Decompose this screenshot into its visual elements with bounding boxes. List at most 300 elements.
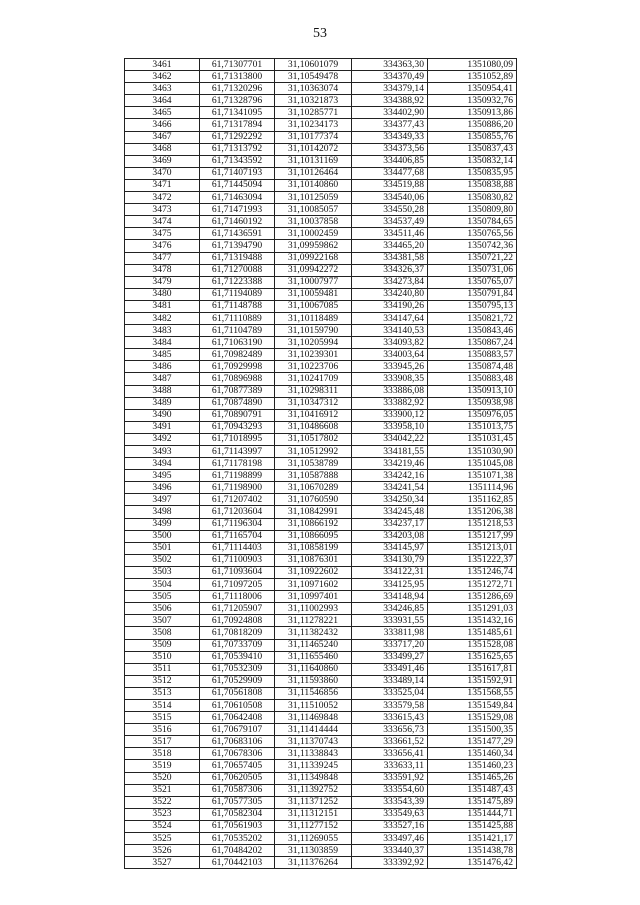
y-coordinate-cell: 1350886,20: [428, 119, 517, 131]
latitude-cell: 61,71110889: [200, 312, 275, 324]
x-coordinate-cell: 334241,54: [352, 482, 428, 494]
longitude-cell: 31,11640860: [275, 663, 352, 675]
point-number-cell: 3462: [125, 71, 200, 83]
longitude-cell: 31,10486608: [275, 421, 352, 433]
x-coordinate-cell: 334363,30: [352, 59, 428, 71]
table-row: [125, 446, 517, 458]
y-coordinate-cell: 1350721,22: [428, 252, 517, 264]
page-number: 53: [313, 26, 327, 41]
latitude-cell: 61,70943293: [200, 421, 275, 433]
point-number-cell: 3482: [125, 312, 200, 324]
table-row: [125, 421, 517, 433]
y-coordinate-cell: 1350938,98: [428, 397, 517, 409]
table-row: [125, 240, 517, 252]
longitude-cell: 31,11382432: [275, 627, 352, 639]
table-row: [125, 675, 517, 687]
longitude-cell: 31,10416912: [275, 409, 352, 421]
y-coordinate-cell: 1350954,41: [428, 83, 517, 95]
latitude-cell: 61,70657405: [200, 760, 275, 772]
y-coordinate-cell: 1350835,95: [428, 167, 517, 179]
table-row: [125, 736, 517, 748]
y-coordinate-cell: 1351080,09: [428, 59, 517, 71]
latitude-cell: 61,71319488: [200, 252, 275, 264]
x-coordinate-cell: 334181,55: [352, 446, 428, 458]
x-coordinate-cell: 334550,28: [352, 204, 428, 216]
point-number-cell: 3504: [125, 579, 200, 591]
latitude-cell: 61,70539410: [200, 651, 275, 663]
y-coordinate-cell: 1351432,16: [428, 615, 517, 627]
x-coordinate-cell: 334402,90: [352, 107, 428, 119]
latitude-cell: 61,71436591: [200, 228, 275, 240]
x-coordinate-cell: 334148,94: [352, 591, 428, 603]
longitude-cell: 31,10125059: [275, 192, 352, 204]
latitude-cell: 61,71328796: [200, 95, 275, 107]
y-coordinate-cell: 1351217,99: [428, 530, 517, 542]
table-row: [125, 409, 517, 421]
x-coordinate-cell: 334093,82: [352, 337, 428, 349]
x-coordinate-cell: 333489,14: [352, 675, 428, 687]
point-number-cell: 3512: [125, 675, 200, 687]
point-number-cell: 3508: [125, 627, 200, 639]
x-coordinate-cell: 333900,12: [352, 409, 428, 421]
table-row: [125, 59, 517, 71]
point-number-cell: 3498: [125, 506, 200, 518]
longitude-cell: 31,09922168: [275, 252, 352, 264]
longitude-cell: 31,10140860: [275, 179, 352, 191]
latitude-cell: 61,71343592: [200, 155, 275, 167]
table-row: [125, 542, 517, 554]
latitude-cell: 61,70874890: [200, 397, 275, 409]
y-coordinate-cell: 1350821,72: [428, 312, 517, 324]
table-row: [125, 192, 517, 204]
y-coordinate-cell: 1350976,05: [428, 409, 517, 421]
longitude-cell: 31,10142072: [275, 143, 352, 155]
point-number-cell: 3483: [125, 325, 200, 337]
table-row: [125, 204, 517, 216]
latitude-cell: 61,71114403: [200, 542, 275, 554]
longitude-cell: 31,11370743: [275, 736, 352, 748]
latitude-cell: 61,71207402: [200, 494, 275, 506]
y-coordinate-cell: 1351549,84: [428, 699, 517, 711]
table-row: [125, 833, 517, 845]
y-coordinate-cell: 1351246,74: [428, 566, 517, 578]
table-row: [125, 748, 517, 760]
x-coordinate-cell: 334003,64: [352, 349, 428, 361]
point-number-cell: 3506: [125, 603, 200, 615]
y-coordinate-cell: 1350832,14: [428, 155, 517, 167]
latitude-cell: 61,71460192: [200, 216, 275, 228]
table-row: [125, 228, 517, 240]
longitude-cell: 31,10922602: [275, 566, 352, 578]
point-number-cell: 3479: [125, 276, 200, 288]
table-row: [125, 808, 517, 820]
point-number-cell: 3491: [125, 421, 200, 433]
x-coordinate-cell: 333543,39: [352, 796, 428, 808]
table-row: [125, 143, 517, 155]
point-number-cell: 3488: [125, 385, 200, 397]
latitude-cell: 61,71097205: [200, 579, 275, 591]
y-coordinate-cell: 1351425,88: [428, 820, 517, 832]
longitude-cell: 31,10670289: [275, 482, 352, 494]
y-coordinate-cell: 1351528,08: [428, 639, 517, 651]
point-number-cell: 3481: [125, 300, 200, 312]
table-row: [125, 772, 517, 784]
x-coordinate-cell: 333661,52: [352, 736, 428, 748]
table-row: [125, 591, 517, 603]
latitude-cell: 61,71471993: [200, 204, 275, 216]
latitude-cell: 61,71196304: [200, 518, 275, 530]
point-number-cell: 3511: [125, 663, 200, 675]
latitude-cell: 61,71270088: [200, 264, 275, 276]
longitude-cell: 31,11349848: [275, 772, 352, 784]
table-row: [125, 288, 517, 300]
table-row: [125, 857, 517, 869]
y-coordinate-cell: 1351477,29: [428, 736, 517, 748]
table-row: [125, 216, 517, 228]
y-coordinate-cell: 1350932,76: [428, 95, 517, 107]
y-coordinate-cell: 1351222,37: [428, 554, 517, 566]
y-coordinate-cell: 1351291,03: [428, 603, 517, 615]
point-number-cell: 3513: [125, 687, 200, 699]
x-coordinate-cell: 333931,55: [352, 615, 428, 627]
table-row: [125, 252, 517, 264]
x-coordinate-cell: 334245,48: [352, 506, 428, 518]
x-coordinate-cell: 334381,58: [352, 252, 428, 264]
longitude-cell: 31,11392752: [275, 784, 352, 796]
latitude-cell: 61,70896988: [200, 373, 275, 385]
point-number-cell: 3467: [125, 131, 200, 143]
latitude-cell: 61,70529909: [200, 675, 275, 687]
y-coordinate-cell: 1351460,34: [428, 748, 517, 760]
latitude-cell: 61,71223388: [200, 276, 275, 288]
latitude-cell: 61,71394790: [200, 240, 275, 252]
latitude-cell: 61,70561903: [200, 820, 275, 832]
y-coordinate-cell: 1350809,80: [428, 204, 517, 216]
latitude-cell: 61,70924808: [200, 615, 275, 627]
x-coordinate-cell: 334203,08: [352, 530, 428, 542]
longitude-cell: 31,11002993: [275, 603, 352, 615]
point-number-cell: 3465: [125, 107, 200, 119]
table-row: [125, 663, 517, 675]
y-coordinate-cell: 1351213,01: [428, 542, 517, 554]
latitude-cell: 61,71093604: [200, 566, 275, 578]
y-coordinate-cell: 1350731,06: [428, 264, 517, 276]
y-coordinate-cell: 1351421,17: [428, 833, 517, 845]
longitude-cell: 31,10347312: [275, 397, 352, 409]
x-coordinate-cell: 334465,20: [352, 240, 428, 252]
longitude-cell: 31,10858199: [275, 542, 352, 554]
table-row: [125, 554, 517, 566]
longitude-cell: 31,10298311: [275, 385, 352, 397]
longitude-cell: 31,11339245: [275, 760, 352, 772]
latitude-cell: 61,71292292: [200, 131, 275, 143]
point-number-cell: 3509: [125, 639, 200, 651]
y-coordinate-cell: 1350883,57: [428, 349, 517, 361]
y-coordinate-cell: 1350784,65: [428, 216, 517, 228]
y-coordinate-cell: 1351460,23: [428, 760, 517, 772]
latitude-cell: 61,70610508: [200, 699, 275, 711]
x-coordinate-cell: 333527,16: [352, 820, 428, 832]
longitude-cell: 31,10159790: [275, 325, 352, 337]
x-coordinate-cell: 334519,88: [352, 179, 428, 191]
y-coordinate-cell: 1351529,08: [428, 712, 517, 724]
x-coordinate-cell: 333440,37: [352, 845, 428, 857]
latitude-cell: 61,70679107: [200, 724, 275, 736]
table-row: [125, 107, 517, 119]
point-number-cell: 3520: [125, 772, 200, 784]
table-row: [125, 724, 517, 736]
longitude-cell: 31,11465240: [275, 639, 352, 651]
x-coordinate-cell: 334373,56: [352, 143, 428, 155]
table-row: [125, 131, 517, 143]
point-number-cell: 3475: [125, 228, 200, 240]
point-number-cell: 3496: [125, 482, 200, 494]
point-number-cell: 3514: [125, 699, 200, 711]
point-number-cell: 3502: [125, 554, 200, 566]
longitude-cell: 31,11655460: [275, 651, 352, 663]
point-number-cell: 3464: [125, 95, 200, 107]
point-number-cell: 3474: [125, 216, 200, 228]
table-row: [125, 83, 517, 95]
point-number-cell: 3473: [125, 204, 200, 216]
y-coordinate-cell: 1350765,56: [428, 228, 517, 240]
x-coordinate-cell: 333633,11: [352, 760, 428, 772]
point-number-cell: 3527: [125, 857, 200, 869]
y-coordinate-cell: 1351052,89: [428, 71, 517, 83]
longitude-cell: 31,10538789: [275, 458, 352, 470]
x-coordinate-cell: 334219,46: [352, 458, 428, 470]
table-row: [125, 300, 517, 312]
longitude-cell: 31,10876301: [275, 554, 352, 566]
table-row: [125, 627, 517, 639]
longitude-cell: 31,11371252: [275, 796, 352, 808]
table-row: [125, 71, 517, 83]
longitude-cell: 31,10177374: [275, 131, 352, 143]
point-number-cell: 3500: [125, 530, 200, 542]
latitude-cell: 61,71148788: [200, 300, 275, 312]
point-number-cell: 3485: [125, 349, 200, 361]
longitude-cell: 31,10126464: [275, 167, 352, 179]
x-coordinate-cell: 333392,92: [352, 857, 428, 869]
longitude-cell: 31,11414444: [275, 724, 352, 736]
latitude-cell: 61,70532309: [200, 663, 275, 675]
x-coordinate-cell: 334377,43: [352, 119, 428, 131]
latitude-cell: 61,71307701: [200, 59, 275, 71]
longitude-cell: 31,10085057: [275, 204, 352, 216]
y-coordinate-cell: 1350913,10: [428, 385, 517, 397]
y-coordinate-cell: 1350913,86: [428, 107, 517, 119]
longitude-cell: 31,11510052: [275, 699, 352, 711]
longitude-cell: 31,10131169: [275, 155, 352, 167]
latitude-cell: 61,71198899: [200, 470, 275, 482]
point-number-cell: 3517: [125, 736, 200, 748]
y-coordinate-cell: 1351617,81: [428, 663, 517, 675]
x-coordinate-cell: 334370,49: [352, 71, 428, 83]
x-coordinate-cell: 334130,79: [352, 554, 428, 566]
longitude-cell: 31,11278221: [275, 615, 352, 627]
point-number-cell: 3524: [125, 820, 200, 832]
point-number-cell: 3526: [125, 845, 200, 857]
table-row: [125, 639, 517, 651]
y-coordinate-cell: 1351485,61: [428, 627, 517, 639]
point-number-cell: 3497: [125, 494, 200, 506]
longitude-cell: 31,09942272: [275, 264, 352, 276]
latitude-cell: 61,70982489: [200, 349, 275, 361]
y-coordinate-cell: 1351568,55: [428, 687, 517, 699]
table-row: [125, 385, 517, 397]
x-coordinate-cell: 333945,26: [352, 361, 428, 373]
point-number-cell: 3468: [125, 143, 200, 155]
longitude-cell: 31,10587888: [275, 470, 352, 482]
table-row: [125, 349, 517, 361]
x-coordinate-cell: 333499,27: [352, 651, 428, 663]
longitude-cell: 31,11338843: [275, 748, 352, 760]
x-coordinate-cell: 333811,98: [352, 627, 428, 639]
latitude-cell: 61,71407193: [200, 167, 275, 179]
longitude-cell: 31,11546856: [275, 687, 352, 699]
table-row: [125, 796, 517, 808]
x-coordinate-cell: 333615,43: [352, 712, 428, 724]
latitude-cell: 61,71313800: [200, 71, 275, 83]
table-row: [125, 651, 517, 663]
table-row: [125, 337, 517, 349]
latitude-cell: 61,71118006: [200, 591, 275, 603]
longitude-cell: 31,10234173: [275, 119, 352, 131]
longitude-cell: 31,10059481: [275, 288, 352, 300]
table-row: [125, 760, 517, 772]
y-coordinate-cell: 1350883,48: [428, 373, 517, 385]
x-coordinate-cell: 334246,85: [352, 603, 428, 615]
y-coordinate-cell: 1350742,36: [428, 240, 517, 252]
table-row: [125, 579, 517, 591]
x-coordinate-cell: 333656,73: [352, 724, 428, 736]
table-row: [125, 494, 517, 506]
table-row: [125, 603, 517, 615]
x-coordinate-cell: 334326,37: [352, 264, 428, 276]
latitude-cell: 61,71205907: [200, 603, 275, 615]
table-row: [125, 458, 517, 470]
x-coordinate-cell: 333886,08: [352, 385, 428, 397]
y-coordinate-cell: 1350837,43: [428, 143, 517, 155]
x-coordinate-cell: 333908,35: [352, 373, 428, 385]
longitude-cell: 31,11277152: [275, 820, 352, 832]
table-row: [125, 845, 517, 857]
latitude-cell: 61,71178198: [200, 458, 275, 470]
x-coordinate-cell: 334237,17: [352, 518, 428, 530]
point-number-cell: 3490: [125, 409, 200, 421]
longitude-cell: 31,10517802: [275, 433, 352, 445]
point-number-cell: 3519: [125, 760, 200, 772]
longitude-cell: 31,10842991: [275, 506, 352, 518]
x-coordinate-cell: 333882,92: [352, 397, 428, 409]
table-row: [125, 506, 517, 518]
latitude-cell: 61,71463094: [200, 192, 275, 204]
latitude-cell: 61,70582304: [200, 808, 275, 820]
x-coordinate-cell: 334125,95: [352, 579, 428, 591]
longitude-cell: 31,10205994: [275, 337, 352, 349]
point-number-cell: 3523: [125, 808, 200, 820]
x-coordinate-cell: 333579,58: [352, 699, 428, 711]
point-number-cell: 3469: [125, 155, 200, 167]
table-row: [125, 179, 517, 191]
latitude-cell: 61,71063190: [200, 337, 275, 349]
x-coordinate-cell: 334190,26: [352, 300, 428, 312]
table-row: [125, 530, 517, 542]
x-coordinate-cell: 334145,97: [352, 542, 428, 554]
x-coordinate-cell: 333717,20: [352, 639, 428, 651]
x-coordinate-cell: 334388,92: [352, 95, 428, 107]
y-coordinate-cell: 1351031,45: [428, 433, 517, 445]
coordinates-table: [124, 58, 517, 869]
x-coordinate-cell: 333491,46: [352, 663, 428, 675]
point-number-cell: 3499: [125, 518, 200, 530]
point-number-cell: 3471: [125, 179, 200, 191]
longitude-cell: 31,10760590: [275, 494, 352, 506]
longitude-cell: 31,10239301: [275, 349, 352, 361]
longitude-cell: 31,11593860: [275, 675, 352, 687]
y-coordinate-cell: 1351013,75: [428, 421, 517, 433]
table-row: [125, 167, 517, 179]
y-coordinate-cell: 1351438,78: [428, 845, 517, 857]
x-coordinate-cell: 334147,64: [352, 312, 428, 324]
longitude-cell: 31,11269055: [275, 833, 352, 845]
point-number-cell: 3484: [125, 337, 200, 349]
latitude-cell: 61,71445094: [200, 179, 275, 191]
latitude-cell: 61,71198900: [200, 482, 275, 494]
point-number-cell: 3516: [125, 724, 200, 736]
y-coordinate-cell: 1351071,38: [428, 470, 517, 482]
longitude-cell: 31,10997401: [275, 591, 352, 603]
longitude-cell: 31,10549478: [275, 71, 352, 83]
point-number-cell: 3492: [125, 433, 200, 445]
table-row: [125, 566, 517, 578]
x-coordinate-cell: 334140,53: [352, 325, 428, 337]
x-coordinate-cell: 334242,16: [352, 470, 428, 482]
point-number-cell: 3463: [125, 83, 200, 95]
x-coordinate-cell: 334540,06: [352, 192, 428, 204]
point-number-cell: 3489: [125, 397, 200, 409]
point-number-cell: 3521: [125, 784, 200, 796]
latitude-cell: 61,71104789: [200, 325, 275, 337]
longitude-cell: 31,11469848: [275, 712, 352, 724]
table-row: [125, 155, 517, 167]
latitude-cell: 61,71165704: [200, 530, 275, 542]
x-coordinate-cell: 333591,92: [352, 772, 428, 784]
x-coordinate-cell: 334240,80: [352, 288, 428, 300]
y-coordinate-cell: 1351114,96: [428, 482, 517, 494]
y-coordinate-cell: 1350874,48: [428, 361, 517, 373]
table-row: [125, 312, 517, 324]
point-number-cell: 3501: [125, 542, 200, 554]
y-coordinate-cell: 1350830,82: [428, 192, 517, 204]
table-row: [125, 784, 517, 796]
x-coordinate-cell: 334477,68: [352, 167, 428, 179]
table-row: [125, 699, 517, 711]
y-coordinate-cell: 1351476,42: [428, 857, 517, 869]
longitude-cell: 31,10363074: [275, 83, 352, 95]
latitude-cell: 61,70929998: [200, 361, 275, 373]
point-number-cell: 3525: [125, 833, 200, 845]
point-number-cell: 3510: [125, 651, 200, 663]
longitude-cell: 31,09959862: [275, 240, 352, 252]
point-number-cell: 3477: [125, 252, 200, 264]
y-coordinate-cell: 1351475,89: [428, 796, 517, 808]
latitude-cell: 61,70620505: [200, 772, 275, 784]
y-coordinate-cell: 1351045,08: [428, 458, 517, 470]
latitude-cell: 61,71194089: [200, 288, 275, 300]
point-number-cell: 3486: [125, 361, 200, 373]
longitude-cell: 31,10285771: [275, 107, 352, 119]
